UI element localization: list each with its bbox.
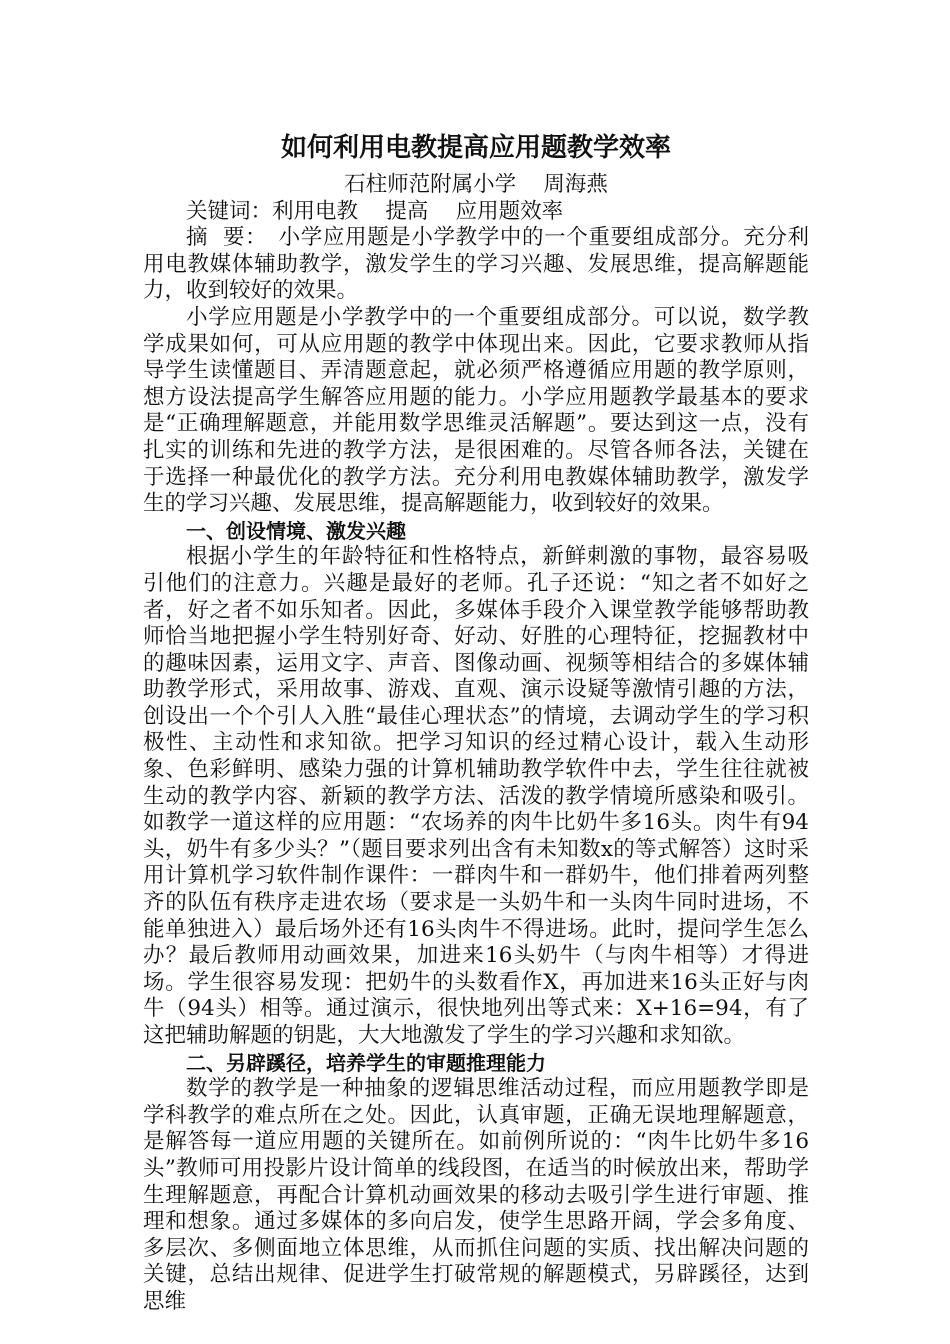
intro-paragraph: 小学应用题是小学教学中的一个重要组成部分。可以说，数学教学成果如何，可从应用题的教学中体现出来。因此，它要求教师从指导学生读懂题目、弄清题意起，就必须严格遵循应用题的教学原则，想方设法提高学生解答应用题的能力。小学应用题教学最基本的要求是“正确理解题意，并能用数学思维灵活解题”。要达到这一点，没有扎实的训练和先进的教学方法，是很困难的。尽管各师各法，关键在于选择一种最优化的教学方法。充分利用电教媒体辅助教学，激发学生的学习兴趣、发展思维，提高解题能力，收到较好的效果。 [143,304,809,517]
keywords-line: 关键词：利用电教 提高 应用题效率 [186,198,564,224]
section-2-heading: 二、另辟蹊径，培养学生的审题推理能力 [186,1050,546,1075]
document-title: 如何利用电教提高应用题教学效率 [280,133,671,163]
abstract-text: 小学应用题是小学教学中的一个重要组成部分。充分利用电教媒体辅助教学，激发学生的学习兴趣、发展思维，提高解题能力，收到较好的效果。 [143,225,809,304]
section-1-paragraph: 根据小学生的年龄特征和性格特点，新鲜刺激的事物，最容易吸引他们的注意力。兴趣是最好的老师。孔子还说：“知之者不如好之者，好之者不如乐知者。因此，多媒体手段介入课堂教学能够帮助教师恰当地把握小学生特别好奇、好动、好胜的心理特征，挖掘教材中的趣味因素，运用文字、声音、图像动画、视频等相结合的多媒体辅助教学形式，采用故事、游戏、直观、演示设疑等激情引趣的方法，创设出一个个引人入胜“最佳心理状态”的情境，去调动学生的学习积极性、主动性和求知欲。把学习知识的经过精心设计，载入生动形象、色彩鲜明、感染力强的计算机辅助教学软件中去，学生往往就被生动的教学内容、新颖的教学方法、活泼的教学情境所感染和吸引。如教学一道这样的应用题：“农场养的肉牛比奶牛多16头。肉牛有94头，奶牛有多少头？”（题目要求列出含有未知数x的等式解答）这时采用计算机学习软件制作课件：一群肉牛和一群奶牛，他们排着两列整齐的队伍有秩序走进农场（要求是一头奶牛和一头肉牛同时进场，不能单独进入）最后场外还有16头肉牛不得进场。此时，提问学生怎么办？最后教师用动画效果，加进来16头奶牛（与肉牛相等）才得进场。学生很容易发现：把奶牛的头数看作X，再加进来16头正好与肉牛（94头）相等。通过演示，很快地列出等式来：X+16=94，有了这把辅助解题的钥匙，大大地激发了学生的学习兴趣和求知欲。 [143,544,809,1048]
document-body [143,128,809,1316]
section-1-heading: 一、创设情境、激发兴趣 [186,518,406,543]
author-line: 石柱师范附属小学 周海燕 [344,172,608,197]
abstract-label: 摘 要： [186,225,257,251]
abstract-paragraph [143,225,809,305]
section-2-paragraph: 数学的教学是一种抽象的逻辑思维活动过程，而应用题教学即是学科教学的难点所在之处。因此，认真审题，正确无误地理解题意，是解答每一道应用题的关键所在。如前例所说的：“肉牛比奶牛多16头”教师可用投影片设计简单的线段图，在适当的时候放出来，帮助学生理解题意，再配合计算机动画效果的移动去吸引学生进行审题、推理和想象。通过多媒体的多向启发，使学生思路开阔，学会多角度、多层次、多侧面地立体思维，从而抓住问题的实质、找出解决问题的关键，总结出规律、促进学生打破常规的解题模式，另辟蹊径，达到思维 [143,1076,809,1314]
